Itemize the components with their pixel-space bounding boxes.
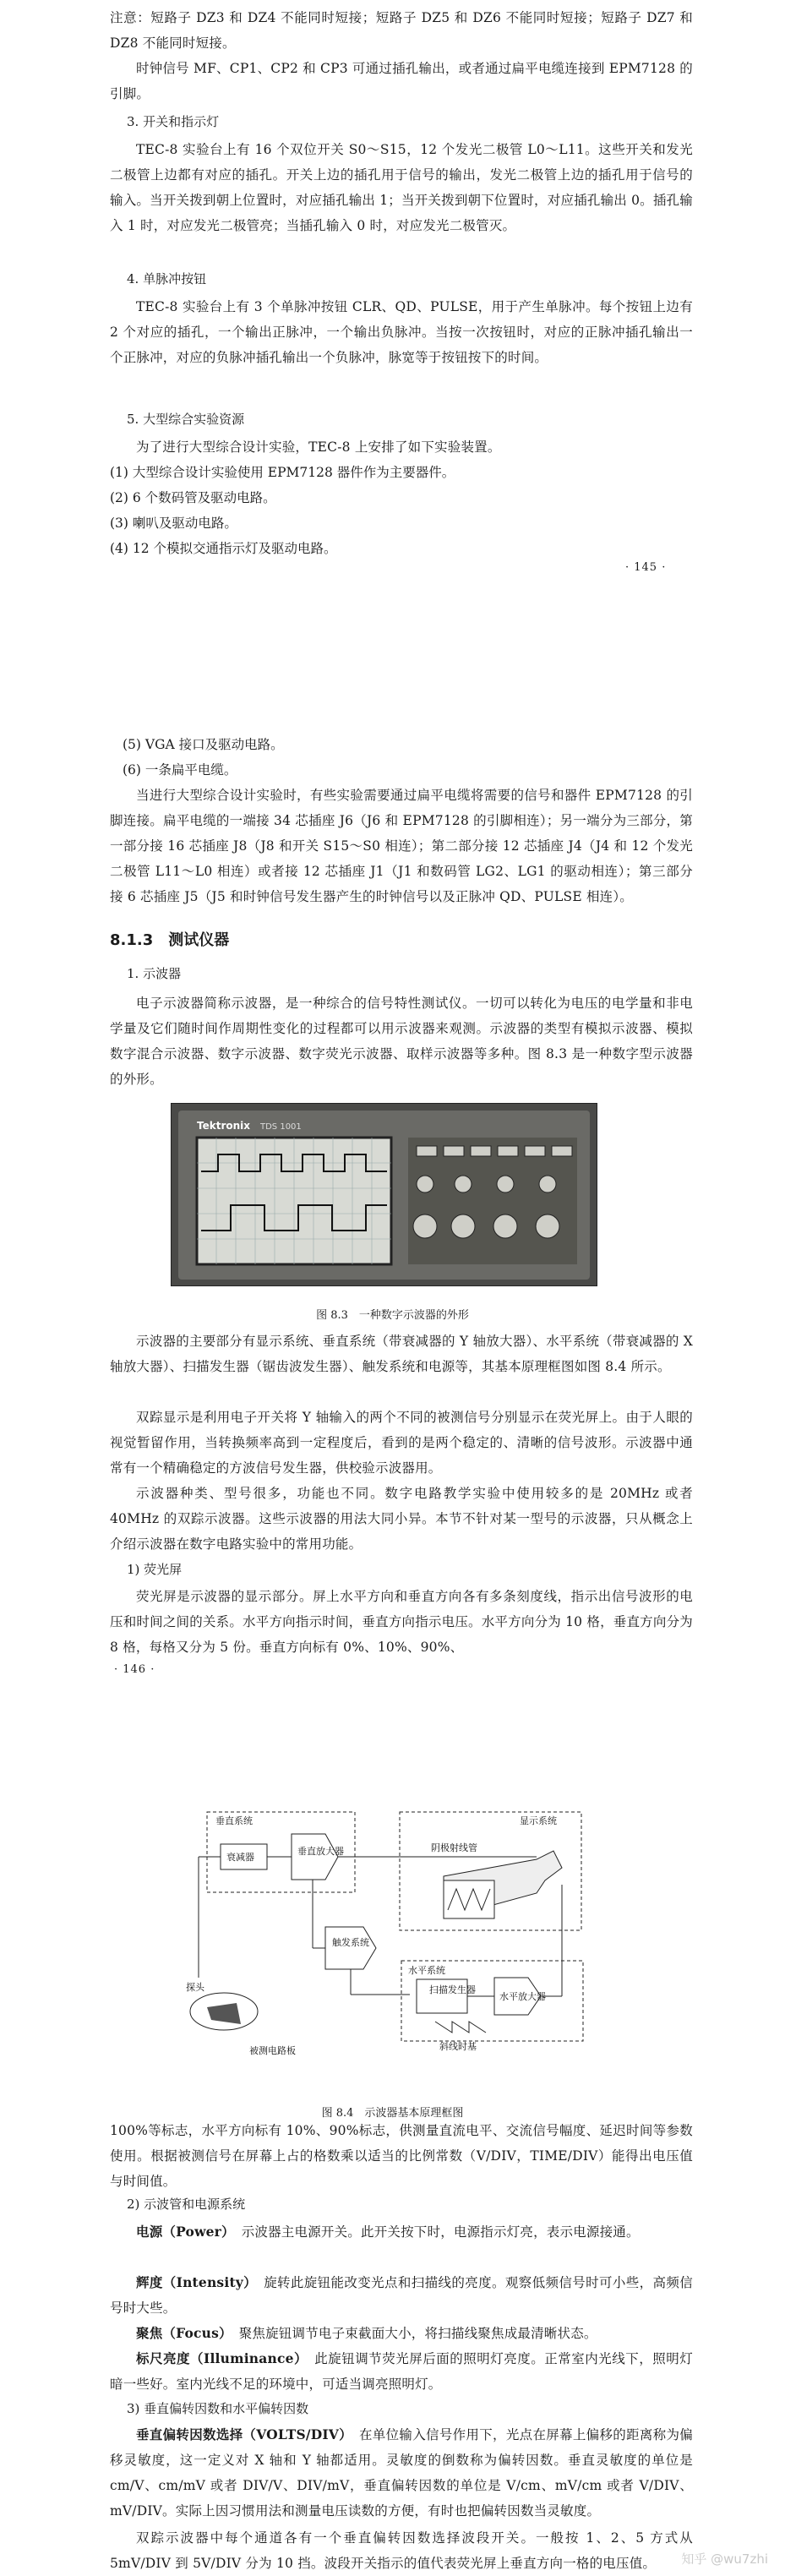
watermark: 知乎 @wu7zhi: [681, 2551, 768, 2567]
dual-trace-paragraph: 双踪显示是利用电子开关将 Y 轴输入的两个不同的被测信号分别显示在荧光屏上。由于人眼的视觉暂留作用，当转换频率高到一定程度后，看到的是两个稳定的、清晰的信号波形。示波器中通常有一个精确稳定的方波信号发生器，供校验示波器用。: [110, 1410, 693, 1476]
vertical-amp-label: 垂直放大器: [297, 1846, 344, 1857]
power-paragraph: [110, 2219, 693, 2245]
intensity-text: 旋转此旋钮能改变光点和扫描线的亮度。观察低频信号时可小些，高频信号时大些。: [110, 2275, 693, 2316]
figure-8-3-caption: 图 8.3 一种数字示波器的外形: [316, 1309, 469, 1322]
circuit-board-label: 被测电路板: [249, 2045, 296, 2056]
horizontal-system-label: 水平系统: [408, 1965, 445, 1976]
horizontal-amp-label: 水平放大器: [499, 1991, 546, 2002]
flat-cable-paragraph: 当进行大型综合设计实验时，有些实验需要通过扁平电缆将需要的信号和器件 EPM7128 的引脚连接。扁平电缆的一端接 34 芯插座 J6（J6 和 EPM7128 的引脚相连）；另一端分为三部分，第一部分接 16 芯插座 J8（J8 和开关 S15～S0 相连）；第二部分接 12 芯插座 J4（J4 和 12 个发光二极管 L11～L0 相连）或者接 12 芯插座 J1（J1 和数码管 LG2、LG1 的驱动相连）；第三部分接 6 芯插座 J5（J5 和时钟信号发生器产生的时钟信号以及正脉冲 QD、PULSE 相连）。: [110, 788, 693, 904]
section-3-title: 3. 开关和指示灯: [127, 114, 220, 129]
page-number-145: · 145 ·: [625, 561, 667, 574]
vertical-amp-shape: [292, 1834, 338, 1880]
sawtooth-label: 斜线时基: [439, 2041, 477, 2052]
list-item: (4) 12 个模拟交通指示灯及驱动电路。: [110, 541, 337, 556]
focus-text: 聚焦旋钮调节电子束截面大小，将扫描线聚焦成最清晰状态。: [238, 2326, 597, 2341]
illuminance-term: 标尺亮度（Illuminance）: [136, 2350, 302, 2366]
trigger-system-shape: [325, 1927, 376, 1969]
intensity-paragraph: [110, 2270, 693, 2321]
section-8-1-3-title: 8.1.3 测试仪器: [110, 931, 230, 949]
oscilloscope-intro: 电子示波器简称示波器，是一种综合的信号特性测试仪。一切可以转化为电压的电学量和非电学量及它们随时间作周期性变化的过程都可以用示波器来观测。示波器的类型有模拟示波器、模拟数字混合示波器、数字示波器、数字荧光示波器、取样示波器等多种。图 8.3 是一种数字型示波器的外形。: [110, 996, 693, 1087]
screen-subtitle: 1) 荧光屏: [127, 1562, 183, 1577]
oscilloscope-photo: [171, 1103, 597, 1286]
vertical-system-label: 垂直系统: [215, 1815, 253, 1826]
volts-div-term: 垂直偏转因数选择（VOLTS/DIV）: [136, 2426, 346, 2442]
clock-paragraph: 时钟信号 MF、CP1、CP2 和 CP3 可通过插孔输出，或者通过扁平电缆连接到 EPM7128 的引脚。: [110, 61, 693, 101]
scale-paragraph: 100%等标志，水平方向标有 10%、90%标志，供测量直流电平、交流信号幅度、延迟时间等参数使用。根据被测信号在屏幕上占的格数乘以适当的比例常数（V/DIV，TIME/DIV）能得出电压值与时间值。: [110, 2123, 693, 2189]
list-item: (6) 一条扁平电缆。: [123, 762, 237, 778]
deflection-subtitle: 3) 垂直偏转因数和水平偏转因数: [127, 2401, 309, 2416]
volts-div-paragraph: [110, 2422, 693, 2524]
oscilloscope-illustration: [172, 1104, 597, 1285]
illuminance-text: 此旋钮调节荧光屏后面的照明灯亮度。正常室内光线下，照明灯暗一些好。室内光线不足的环境中，可适当调亮照明灯。: [110, 2351, 694, 2392]
sweep-generator-label-1: 扫描发生器: [429, 1984, 476, 1995]
list-item: (3) 喇叭及驱动电路。: [110, 516, 237, 531]
power-term: 电源（Power）: [136, 2224, 228, 2240]
figure-8-4-diagram: [186, 1800, 596, 2079]
switches-paragraph: TEC-8 实验台上有 16 个双位开关 S0～S15，12 个发光二极管 L0～L11。这些开关和发光二极管上边都有对应的插孔。开关上边的插孔用于信号的输出，发光二极管上边的插孔用于信号的输入。当开关拨到朝上位置时，对应插孔输出 1；当开关拨到朝下位置时，对应插孔输出 0。插孔输入 1 时，对应发光二极管亮；当插孔输入 0 时，对应发光二极管灭。: [110, 142, 693, 233]
oscilloscope-subtitle: 1. 示波器: [127, 966, 182, 981]
types-paragraph: 示波器种类、型号很多，功能也不同。数字电路教学实验中使用较多的是 20MHz 或者 40MHz 的双踪示波器。这些示波器的用法大同小异。本节不针对某一型号的示波器，只从概念上介绍示波器在数字电路实验中的常用功能。: [110, 1486, 693, 1552]
illuminance-paragraph: [110, 2346, 693, 2397]
crt-power-subtitle: 2) 示波管和电源系统: [127, 2197, 246, 2212]
power-text: 示波器主电源开关。此开关按下时，电源指示灯亮，表示电源接通。: [241, 2224, 640, 2240]
attenuator-label: 衰减器: [226, 1852, 254, 1863]
structure-paragraph: 示波器的主要部分有显示系统、垂直系统（带衰减器的 Y 轴放大器）、水平系统（带衰减器的 X 轴放大器）、扫描发生器（锯齿波发生器）、触发系统和电源等，其基本原理框图如图 8.4 所示。: [110, 1334, 693, 1374]
switch-paragraph: 双踪示波器中每个通道各有一个垂直偏转因数选择波段开关。一般按 1、2、5 方式从 5mV/DIV 到 5V/DIV 分为 10 挡。波段开关指示的值代表荧光屏上垂直方向一格的电压值。: [110, 2530, 693, 2571]
intensity-term: 辉度（Intensity）: [136, 2274, 251, 2290]
crt-label: 阴极射线管: [431, 1842, 477, 1853]
focus-paragraph: [110, 2321, 693, 2346]
pulse-paragraph: TEC-8 实验台上有 3 个单脉冲按钮 CLR、QD、PULSE，用于产生单脉冲。每个按钮上边有 2 个对应的插孔，一个输出正脉冲，一个输出负脉冲。当按一次按钮时，对应的正脉冲插孔输出一个正脉冲，对应的负脉冲插孔输出一个负脉冲，脉宽等于按钮按下的时间。: [110, 299, 693, 365]
display-system-label: 显示系统: [520, 1815, 557, 1826]
screen-paragraph: 荧光屏是示波器的显示部分。屏上水平方向和垂直方向各有多条刻度线，指示出信号波形的电压和时间之间的关系。水平方向指示时间，垂直方向指示电压。水平方向分为 10 格，垂直方向分为 8 格，每格又分为 5 份。垂直方向标有 0%、10%、90%、: [110, 1589, 693, 1655]
note-text: 注意：短路子 DZ3 和 DZ4 不能同时短接；短路子 DZ5 和 DZ6 不能同时短接；短路子 DZ7 和 DZ8 不能同时短接。: [110, 10, 693, 51]
trigger-system-label: 触发系统: [332, 1937, 369, 1948]
model-label: TDS 1001: [260, 1122, 302, 1132]
section-4-title: 4. 单脉冲按钮: [127, 271, 207, 287]
list-item: (2) 6 个数码管及驱动电路。: [110, 490, 276, 505]
probe-label: 探头: [186, 1982, 204, 1993]
list-item: (5) VGA 接口及驱动电路。: [123, 737, 284, 752]
volts-div-text: 在单位输入信号作用下，光点在屏幕上偏移的距离称为偏移灵敏度，这一定义对 X 轴和 Y 轴都适用。灵敏度的倒数称为偏转因数。垂直灵敏度的单位是 cm/V、cm/mV 或者 DIV/V、DIV/mV，垂直偏转因数的单位是 V/cm、mV/cm 或者 V/DIV、mV/DIV。实际上因习惯用法和测量电压读数的方便，有时也把偏转因数当灵敏度。: [110, 2427, 693, 2519]
list-item: (1) 大型综合设计实验使用 EPM7128 器件作为主要器件。: [110, 465, 455, 480]
focus-term: 聚焦（Focus）: [136, 2325, 226, 2341]
section-5-title: 5. 大型综合实验资源: [127, 412, 245, 427]
resources-intro: 为了进行大型综合设计实验，TEC-8 上安排了如下实验装置。: [136, 439, 501, 455]
page-number-146: · 146 ·: [114, 1663, 155, 1676]
figure-8-4-caption: 图 8.4 示波器基本原理框图: [321, 2107, 464, 2120]
brand-label: Tektronix: [197, 1120, 251, 1132]
